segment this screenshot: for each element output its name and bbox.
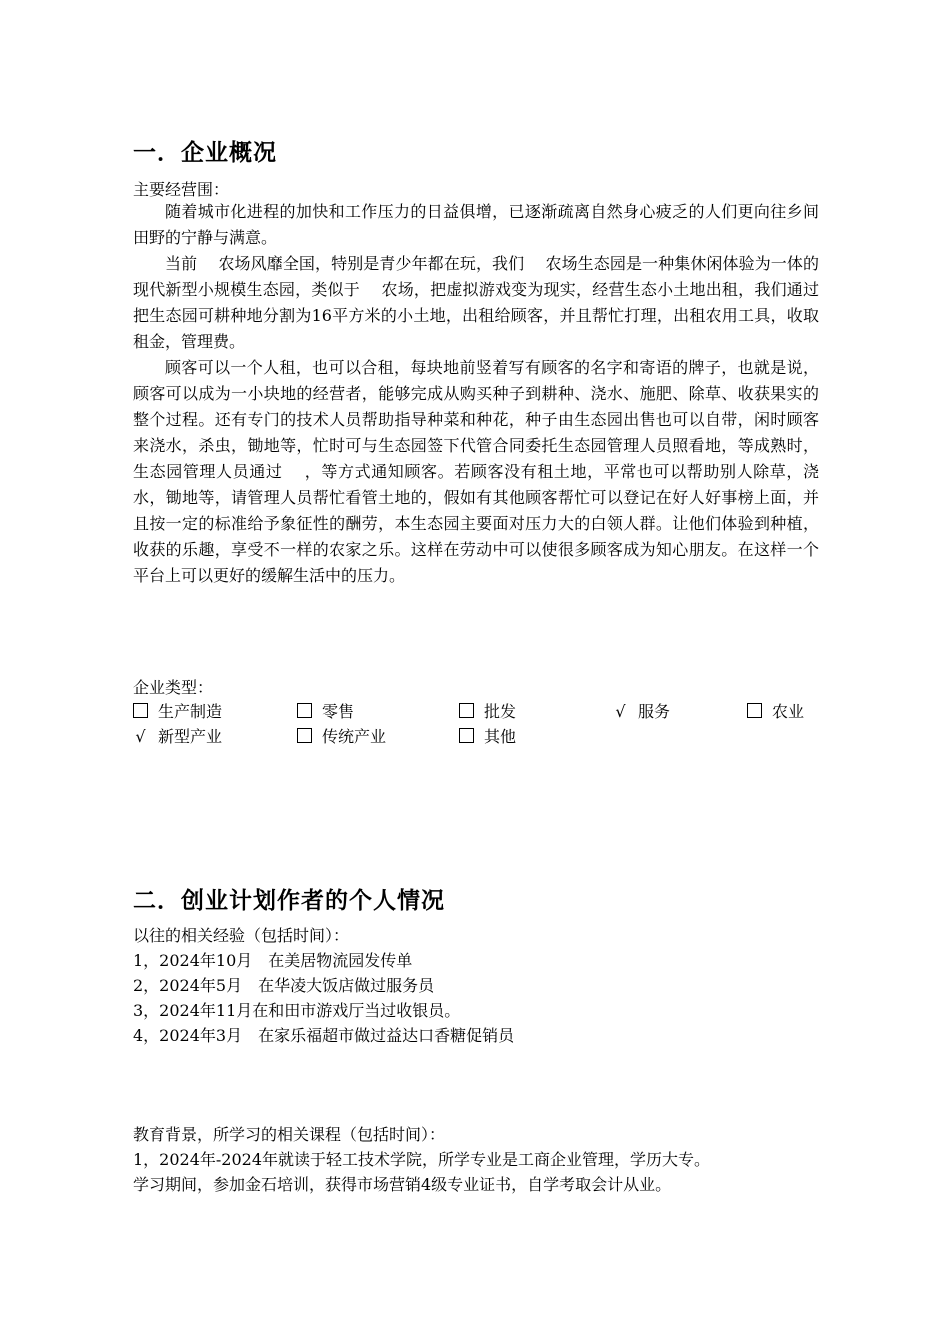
checkbox-unchecked-icon (459, 703, 474, 718)
business-type-label: 企业类型： (133, 678, 214, 697)
section-1-title: 一．企业概况 (133, 139, 277, 166)
checkmark-icon: √ (615, 702, 626, 721)
overview-text (133, 199, 819, 589)
type-option-label: 批发 (484, 702, 517, 721)
education-item-1: 1，2024年-2024年就读于轻工技术学院，所学专业是工商企业管理，学历大专。 (133, 1150, 711, 1169)
education-label: 教育背景，所学习的相关课程（包括时间）： (133, 1125, 446, 1144)
type-option-other[interactable] (459, 724, 516, 747)
experience-label: 以往的相关经验（包括时间）： (133, 926, 350, 945)
experience-item-1: 1，2024年10月 在美居物流园发传单 (133, 951, 413, 970)
checkbox-unchecked-icon (459, 728, 474, 743)
experience-item-4: 4，2024年3月 在家乐福超市做过益达口香糖促销员 (133, 1026, 515, 1045)
checkmark-icon: √ (135, 727, 146, 746)
experience-item-3: 3，2024年11月在和田市游戏厅当过收银员。 (133, 1001, 461, 1020)
checkbox-unchecked-icon (297, 728, 312, 743)
overview-paragraph-2: 当前 农场风靡全国，特别是青少年都在玩，我们 农场生态园是一种集休闲体验为一体的现代新型小规模生态园，类似于 农场，把虚拟游戏变为现实，经营生态小土地出租，我们通过把生态园可耕种地分割为16平方米的小土地，出租给顾客，并且帮忙打理，出租农用工具，收取租金，管理费。 (133, 254, 819, 351)
type-option-label: 服务 (638, 702, 671, 721)
education-item-2: 学习期间，参加金石培训，获得市场营销4级专业证书，自学考取会计从业。 (133, 1175, 672, 1194)
type-option-new-industry[interactable] (133, 724, 222, 747)
section-2-title: 二．创业计划作者的个人情况 (133, 887, 445, 914)
type-option-manufacturing[interactable] (133, 699, 222, 722)
experience-item-2: 2，2024年5月 在华凌大饭店做过服务员 (133, 976, 435, 995)
type-option-service[interactable] (613, 699, 670, 722)
type-option-wholesale[interactable] (459, 699, 516, 722)
type-option-label: 其他 (484, 727, 517, 746)
scope-label: 主要经营围： (133, 180, 230, 199)
type-option-label: 传统产业 (322, 727, 387, 746)
type-option-label: 新型产业 (158, 727, 223, 746)
type-option-agriculture[interactable] (747, 699, 804, 722)
checkbox-unchecked-icon (297, 703, 312, 718)
overview-paragraph-3: 顾客可以一个人租，也可以合租，每块地前竖着写有顾客的名字和寄语的牌子，也就是说，顾客可以成为一小块地的经营者，能够完成从购买种子到耕种、浇水、施肥、除草、收获果实的整个过程。还有专门的技术人员帮助指导种菜和种花，种子由生态园出售也可以自带，闲时顾客来浇水，杀虫，锄地等，忙时可与生态园签下代管合同委托生态园管理人员照看地，等成熟时，生态园管理人员通过 ，等方式通知顾客。若顾客没有租土地，平常也可以帮助别人除草，浇水，锄地等，请管理人员帮忙看管土地的，假如有其他顾客帮忙可以登记在好人好事榜上面，并且按一定的标准给予象征性的酬劳，本生态园主要面对压力大的白领人群。让他们体验到种植，收获的乐趣，享受不一样的农家之乐。这样在劳动中可以使很多顾客成为知心朋友。在这样一个平台上可以更好的缓解生活中的压力。 (133, 358, 819, 585)
type-option-retail[interactable] (297, 699, 354, 722)
type-option-label: 生产制造 (158, 702, 223, 721)
type-option-label: 零售 (322, 702, 355, 721)
type-option-label: 农业 (772, 702, 805, 721)
type-option-traditional-industry[interactable] (297, 724, 386, 747)
checkbox-unchecked-icon (133, 703, 148, 718)
checkbox-unchecked-icon (747, 703, 762, 718)
overview-paragraph-1: 随着城市化进程的加快和工作压力的日益俱增，已逐渐疏离自然身心疲乏的人们更向往乡间田野的宁静与满意。 (133, 202, 819, 247)
